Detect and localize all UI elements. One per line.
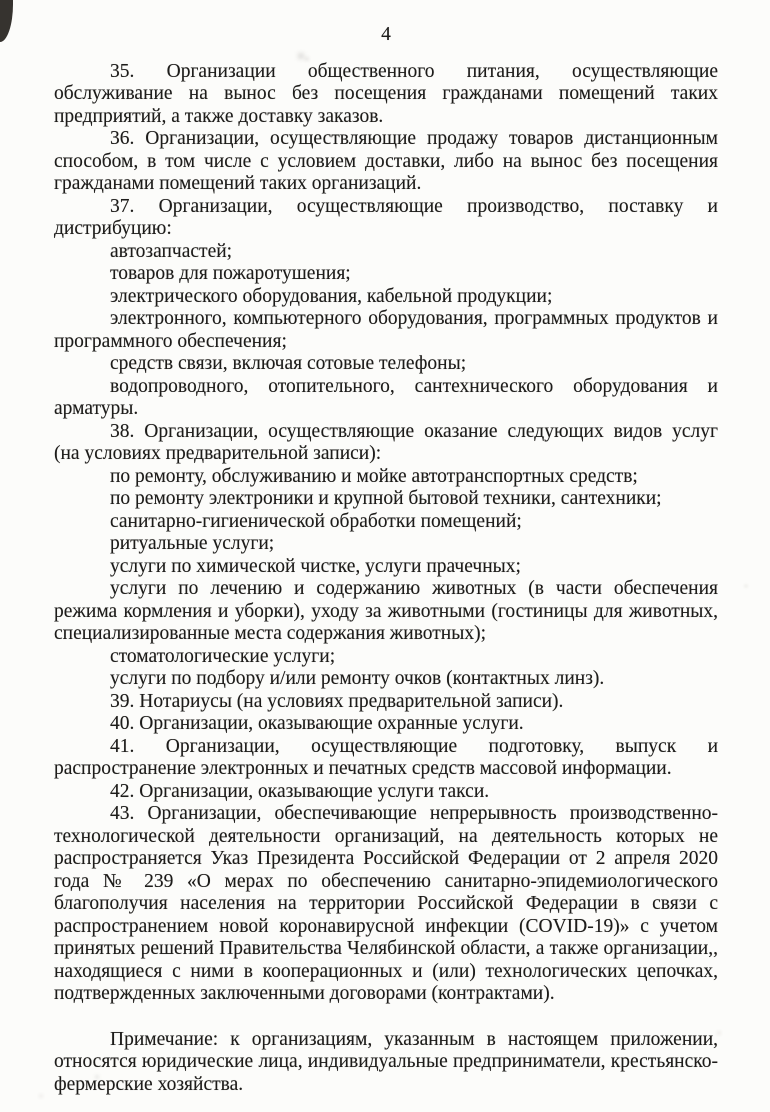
item-40: 40. Организации, оказывающие охранные услуги. [110, 713, 524, 734]
item-38-sub-auto-repair: по ремонту, обслуживанию и мойке автотранспортных средств; [110, 465, 638, 487]
item-38-sub-sanitary: санитарно-гигиенической обработки помещений; [110, 510, 522, 532]
item-37-sub-firefighting: товаров для пожаротушения; [110, 263, 351, 284]
item-38-sub-electronics-repair: по ремонту электроники и крупной бытовой техники, сантехники; [110, 488, 662, 509]
item-38-sub-dental: стоматологические услуги; [110, 645, 336, 667]
item-38: 38. Организации, осуществляющие оказание следующих видов услуг (на условиях предварительной записи): [54, 420, 718, 464]
scan-artifact-corner-icon [0, 0, 13, 42]
item-38-sub-funeral: ритуальные услуги; [110, 533, 275, 554]
item-42: 42. Организации, оказывающие услуги такси. [110, 780, 490, 802]
item-37-sub-plumbing: водопроводного, отопительного, сантехнического оборудования и арматуры. [54, 375, 718, 419]
item-39: 39. Нотариусы (на условиях предварительной записи). [110, 690, 564, 712]
note-paragraph: Примечание: к организациям, указанным в настоящем приложении, относятся юридические лица, индивидуальные предприниматели, крестьянско-фермерские хозяйства. [54, 1028, 718, 1095]
item-38-sub-glasses: услуги по подбору и/или ремонту очков (контактных линз). [110, 668, 605, 689]
page-number: 4 [381, 24, 391, 45]
item-37-sub-communications: средств связи, включая сотовые телефоны; [110, 353, 467, 374]
item-35: 35. Организации общественного питания, осуществляющие обслуживание на вынос без посещения гражданами помещений таких предприятий, а также доставку заказов. [54, 60, 718, 127]
item-37-sub-electronic: электронного, компьютерного оборудования, программных продуктов и программного обеспечения; [54, 308, 718, 352]
item-43: 43. Организации, обеспечивающие непрерывность производственно-технологической деятельности организаций, на деятельность которых не распространяется Указ Президента Российской Федерации от 2 апреля 2020 года № 239 «О мерах по обеспечению санитарно-эпидемиологического благополучия населения на территории Российской Федерации в связи с распространением новой коронавирусной инфекции (COVID-19)» с учетом принятых решений Правительства Челябинской области, а также организации,, находящиеся с ними в кооперационных и (или) технологических цепочках, подтвержденных заключенными договорами (контрактами). [54, 803, 718, 1004]
item-36: 36. Организации, осуществляющие продажу товаров дистанционным способом, в том числе с условием доставки, либо на вынос без посещения гражданами помещений таких организаций. [54, 128, 718, 194]
item-37: 37. Организации, осуществляющие производство, поставку и дистрибуцию: [54, 195, 718, 239]
item-41: 41. Организации, осуществляющие подготовку, выпуск и распространение электронных и печатных средств массовой информации. [54, 735, 718, 779]
item-37-sub-autoparts: автозапчастей; [110, 240, 233, 262]
item-38-sub-animals: услуги по лечению и содержанию животных (в части обеспечения режима кормления и уборки), уходу за животными (гостиницы для животных, специализированные места содержания животных); [54, 578, 718, 644]
item-38-sub-drycleaning: услуги по химической чистке, услуги прачечных; [110, 555, 521, 577]
scan-noise [0, 0, 2, 2]
item-37-sub-electrical: электрического оборудования, кабельной продукции; [110, 285, 553, 307]
